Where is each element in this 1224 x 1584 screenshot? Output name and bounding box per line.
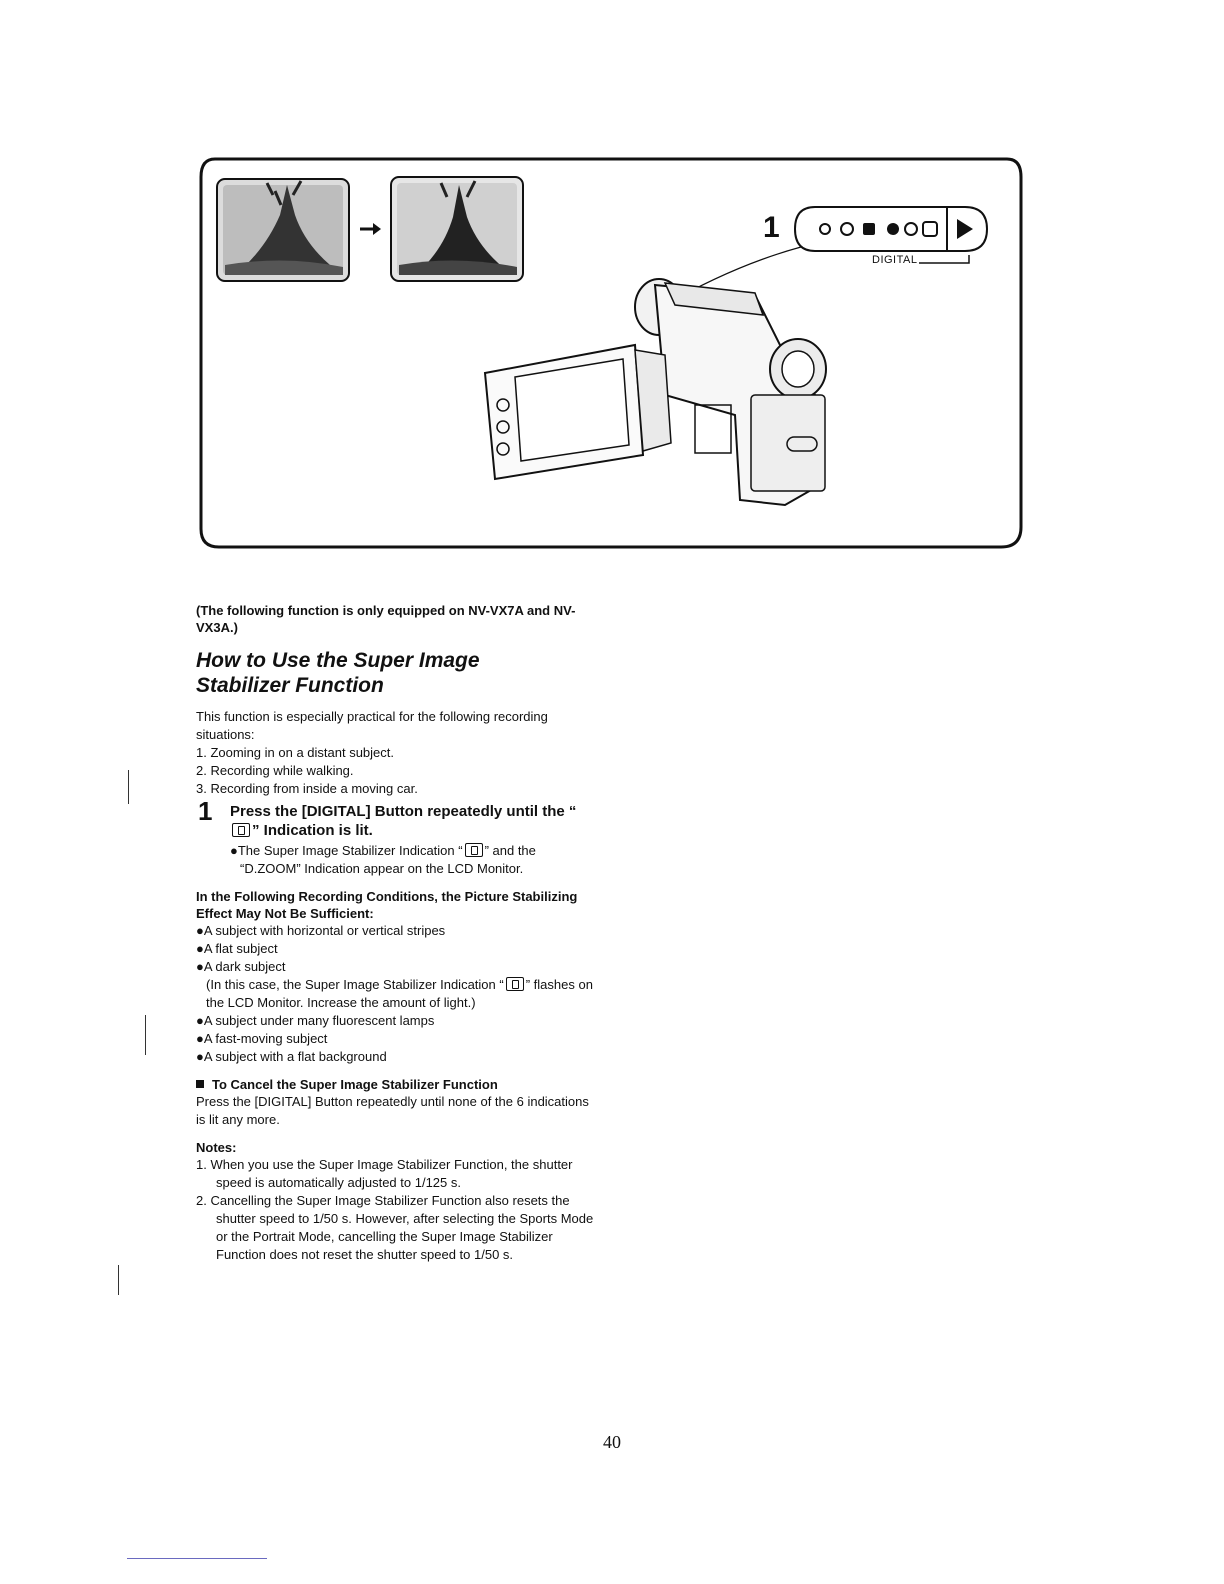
stabilizer-icon xyxy=(232,823,250,837)
list-item: ●A fast-moving subject xyxy=(196,1031,328,1046)
indicator-icon xyxy=(863,223,875,235)
indicator-icon xyxy=(841,223,853,235)
camcorder-icon xyxy=(485,279,826,505)
notes-list xyxy=(196,1156,596,1264)
indicator-icon xyxy=(923,222,937,236)
list-item: 1. Zooming in on a distant subject. xyxy=(196,745,395,760)
stabilizer-icon xyxy=(465,843,483,857)
square-bullet-icon xyxy=(196,1080,204,1088)
notes-heading: Notes: xyxy=(196,1140,237,1155)
illustration-panel xyxy=(195,155,1025,550)
list-item: 2. Cancelling the Super Image Stabilizer Function also resets the shutter speed to 1/50 s. However, after selecting the Sports Mode or the Portrait Mode, cancelling the Super Image Stabilizer Function does not reset the shutter speed to 1/50 s. xyxy=(196,1193,594,1262)
camcorder-illustration xyxy=(195,155,1025,550)
margin-mark xyxy=(118,1265,119,1295)
list-item: ●A subject with horizontal or vertical stripes xyxy=(196,923,446,938)
stabilizer-icon xyxy=(506,977,524,991)
step-bullet-text: ” and the “D.ZOOM” Indication appear on the LCD Monitor. xyxy=(240,843,536,876)
situations-list xyxy=(196,744,596,798)
list-item: ●A subject under many fluorescent lamps xyxy=(196,1013,435,1028)
illustration-step-number: 1 xyxy=(763,211,780,244)
list-item: 1. When you use the Super Image Stabilizer Function, the shutter speed is automatically adjusted to 1/125 s. xyxy=(196,1157,573,1190)
play-button-icon xyxy=(957,219,973,239)
step-1 xyxy=(196,796,596,878)
step-bullet xyxy=(230,842,596,878)
digital-button-label: DIGITAL xyxy=(872,254,918,266)
heading-line-1: How to Use the Super Image xyxy=(196,649,480,672)
description: This function is especially practical for the following recording situations: xyxy=(196,709,548,742)
step-title xyxy=(230,802,596,840)
indicator-icon xyxy=(905,223,917,235)
stabilizer-indicator-icon xyxy=(820,224,830,234)
step-bullet-text: ●The Super Image Stabilizer Indication “ xyxy=(230,843,463,858)
margin-mark xyxy=(128,770,129,804)
conditions-list xyxy=(196,922,596,1066)
note-text: ” flashes on the LCD Monitor. Increase the amount of light.) xyxy=(206,977,593,1010)
cancel-text: Press the [DIGITAL] Button repeatedly until none of the 6 indications is lit any more. xyxy=(196,1094,589,1127)
note-text: (In this case, the Super Image Stabilizer Indication “ xyxy=(206,977,504,992)
list-item: ●A dark subject xyxy=(196,959,286,974)
dark-subject-note xyxy=(196,976,596,1012)
manual-text-column xyxy=(196,602,596,1264)
footer-rule xyxy=(127,1558,267,1559)
intro-note: (The following function is only equipped on NV-VX7A and NV-VX3A.) xyxy=(196,603,576,635)
indicator-icon xyxy=(887,223,899,235)
heading-line-2: Stabilizer Function xyxy=(196,674,384,697)
after-picture-icon xyxy=(391,177,523,281)
cancel-heading xyxy=(196,1076,596,1093)
list-item: ●A flat subject xyxy=(196,941,278,956)
list-item: 2. Recording while walking. xyxy=(196,763,354,778)
cancel-heading-text: To Cancel the Super Image Stabilizer Function xyxy=(212,1077,498,1092)
list-item: 3. Recording from inside a moving car. xyxy=(196,781,418,796)
page-number: 40 xyxy=(603,1432,621,1452)
margin-mark xyxy=(145,1015,146,1055)
section-heading xyxy=(196,648,596,698)
conditions-heading: In the Following Recording Conditions, the Picture Stabilizing Effect May Not Be Sufficient: xyxy=(196,889,578,921)
list-item: ●A subject with a flat background xyxy=(196,1049,387,1064)
step-title-text: ” Indication is lit. xyxy=(252,822,373,839)
step-title-text: Press the [DIGITAL] Button repeatedly until the “ xyxy=(230,803,577,820)
before-picture-icon xyxy=(217,179,349,281)
step-number: 1 xyxy=(198,796,213,826)
